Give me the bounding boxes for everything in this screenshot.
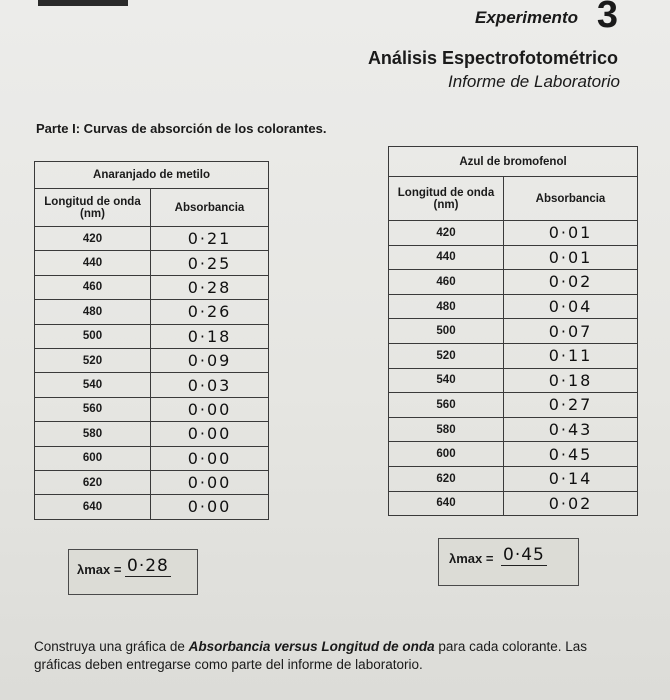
- wavelength-cell: 500: [389, 319, 504, 344]
- table-row: [389, 442, 638, 467]
- table-row: [35, 227, 269, 251]
- absorbance-cell: 0·45: [504, 442, 638, 467]
- column-header-wavelength: Longitud de onda (nm): [389, 177, 504, 221]
- absorbance-cell: 0·00: [151, 422, 269, 446]
- column-header-wavelength: Longitud de onda (nm): [35, 189, 151, 227]
- wavelength-cell: 500: [35, 324, 151, 348]
- table-row: [35, 373, 269, 397]
- wavelength-cell: 540: [35, 373, 151, 397]
- wavelength-cell: 520: [35, 348, 151, 372]
- table-row: [389, 245, 638, 270]
- absorbance-cell: 0·07: [504, 319, 638, 344]
- absorbance-cell: 0·26: [151, 300, 269, 324]
- table-row: [35, 422, 269, 446]
- table-row: [35, 275, 269, 299]
- table-row: [389, 343, 638, 368]
- absorbance-cell: 0·43: [504, 417, 638, 442]
- wavelength-cell: 600: [389, 442, 504, 467]
- lambda-max-value: 0·28: [127, 556, 169, 576]
- table-title: Anaranjado de metilo: [35, 162, 269, 189]
- wavelength-cell: 580: [389, 417, 504, 442]
- part-heading: Parte I: Curvas de absorción de los colorantes.: [36, 121, 327, 136]
- lambda-max-box-left: [68, 549, 198, 595]
- top-edge-strip: [38, 0, 128, 6]
- wavelength-cell: 460: [389, 270, 504, 295]
- wavelength-cell: 560: [389, 393, 504, 418]
- absorbance-cell: 0·25: [151, 251, 269, 275]
- table-row: [35, 470, 269, 494]
- table-row: [35, 446, 269, 470]
- wavelength-cell: 640: [389, 491, 504, 516]
- instructions-part: para cada colorante. Las gráficas deben entregarse como parte del informe de laboratorio.: [34, 639, 587, 672]
- wavelength-cell: 600: [35, 446, 151, 470]
- absorbance-cell: 0·00: [151, 446, 269, 470]
- experiment-number: 3: [596, 0, 618, 36]
- absorbance-cell: 0·01: [504, 245, 638, 270]
- table-row: [389, 393, 638, 418]
- wavelength-cell: 620: [389, 466, 504, 491]
- methyl-orange-table: [34, 161, 269, 520]
- absorbance-cell: 0·18: [504, 368, 638, 393]
- table-title: Azul de bromofenol: [389, 147, 638, 177]
- absorbance-cell: 0·11: [504, 343, 638, 368]
- table-row: [389, 417, 638, 442]
- wavelength-cell: 420: [389, 221, 504, 246]
- instructions-text: [34, 638, 634, 674]
- absorbance-cell: 0·04: [504, 294, 638, 319]
- absorbance-cell: 0·14: [504, 466, 638, 491]
- column-header-absorbance: Absorbancia: [151, 189, 269, 227]
- absorbance-cell: 0·21: [151, 227, 269, 251]
- wavelength-cell: 580: [35, 422, 151, 446]
- table-row: [35, 397, 269, 421]
- table-row: [389, 368, 638, 393]
- page-subtitle: Informe de Laboratorio: [448, 72, 620, 91]
- table-row: [389, 221, 638, 246]
- wavelength-cell: 520: [389, 343, 504, 368]
- absorbance-cell: 0·02: [504, 270, 638, 295]
- wavelength-cell: 640: [35, 495, 151, 519]
- wavelength-cell: 460: [35, 275, 151, 299]
- wavelength-cell: 620: [35, 470, 151, 494]
- table-row: [35, 348, 269, 372]
- absorbance-cell: 0·00: [151, 397, 269, 421]
- table-row: [35, 300, 269, 324]
- column-header-absorbance: Absorbancia: [504, 177, 638, 221]
- table-row: [35, 495, 269, 519]
- table-row: [35, 251, 269, 275]
- absorbance-cell: 0·27: [504, 393, 638, 418]
- wavelength-cell: 440: [35, 251, 151, 275]
- instructions-part: Construya una gráfica de: [34, 639, 189, 654]
- lambda-max-label: λmax =: [449, 551, 494, 566]
- absorbance-cell: 0·03: [151, 373, 269, 397]
- absorbance-cell: 0·01: [504, 221, 638, 246]
- wavelength-cell: 480: [389, 294, 504, 319]
- wavelength-cell: 540: [389, 368, 504, 393]
- lambda-max-box-right: [438, 538, 579, 586]
- absorbance-cell: 0·00: [151, 470, 269, 494]
- wavelength-cell: 440: [389, 245, 504, 270]
- table-row: [35, 324, 269, 348]
- table-row: [389, 466, 638, 491]
- wavelength-cell: 560: [35, 397, 151, 421]
- absorbance-cell: 0·09: [151, 348, 269, 372]
- lambda-max-label: λmax =: [77, 562, 122, 577]
- absorbance-cell: 0·02: [504, 491, 638, 516]
- table-row: [389, 319, 638, 344]
- wavelength-cell: 420: [35, 227, 151, 251]
- lambda-max-value: 0·45: [503, 545, 545, 565]
- experiment-label: Experimento: [475, 8, 578, 27]
- page-title: Análisis Espectrofotométrico: [367, 48, 618, 68]
- table-row: [389, 491, 638, 516]
- absorbance-cell: 0·28: [151, 275, 269, 299]
- absorbance-cell: 0·18: [151, 324, 269, 348]
- table-row: [389, 270, 638, 295]
- absorbance-cell: 0·00: [151, 495, 269, 519]
- instructions-emphasis: Absorbancia versus Longitud de onda: [188, 639, 435, 654]
- table-row: [389, 294, 638, 319]
- bromophenol-blue-table: [388, 146, 638, 516]
- wavelength-cell: 480: [35, 300, 151, 324]
